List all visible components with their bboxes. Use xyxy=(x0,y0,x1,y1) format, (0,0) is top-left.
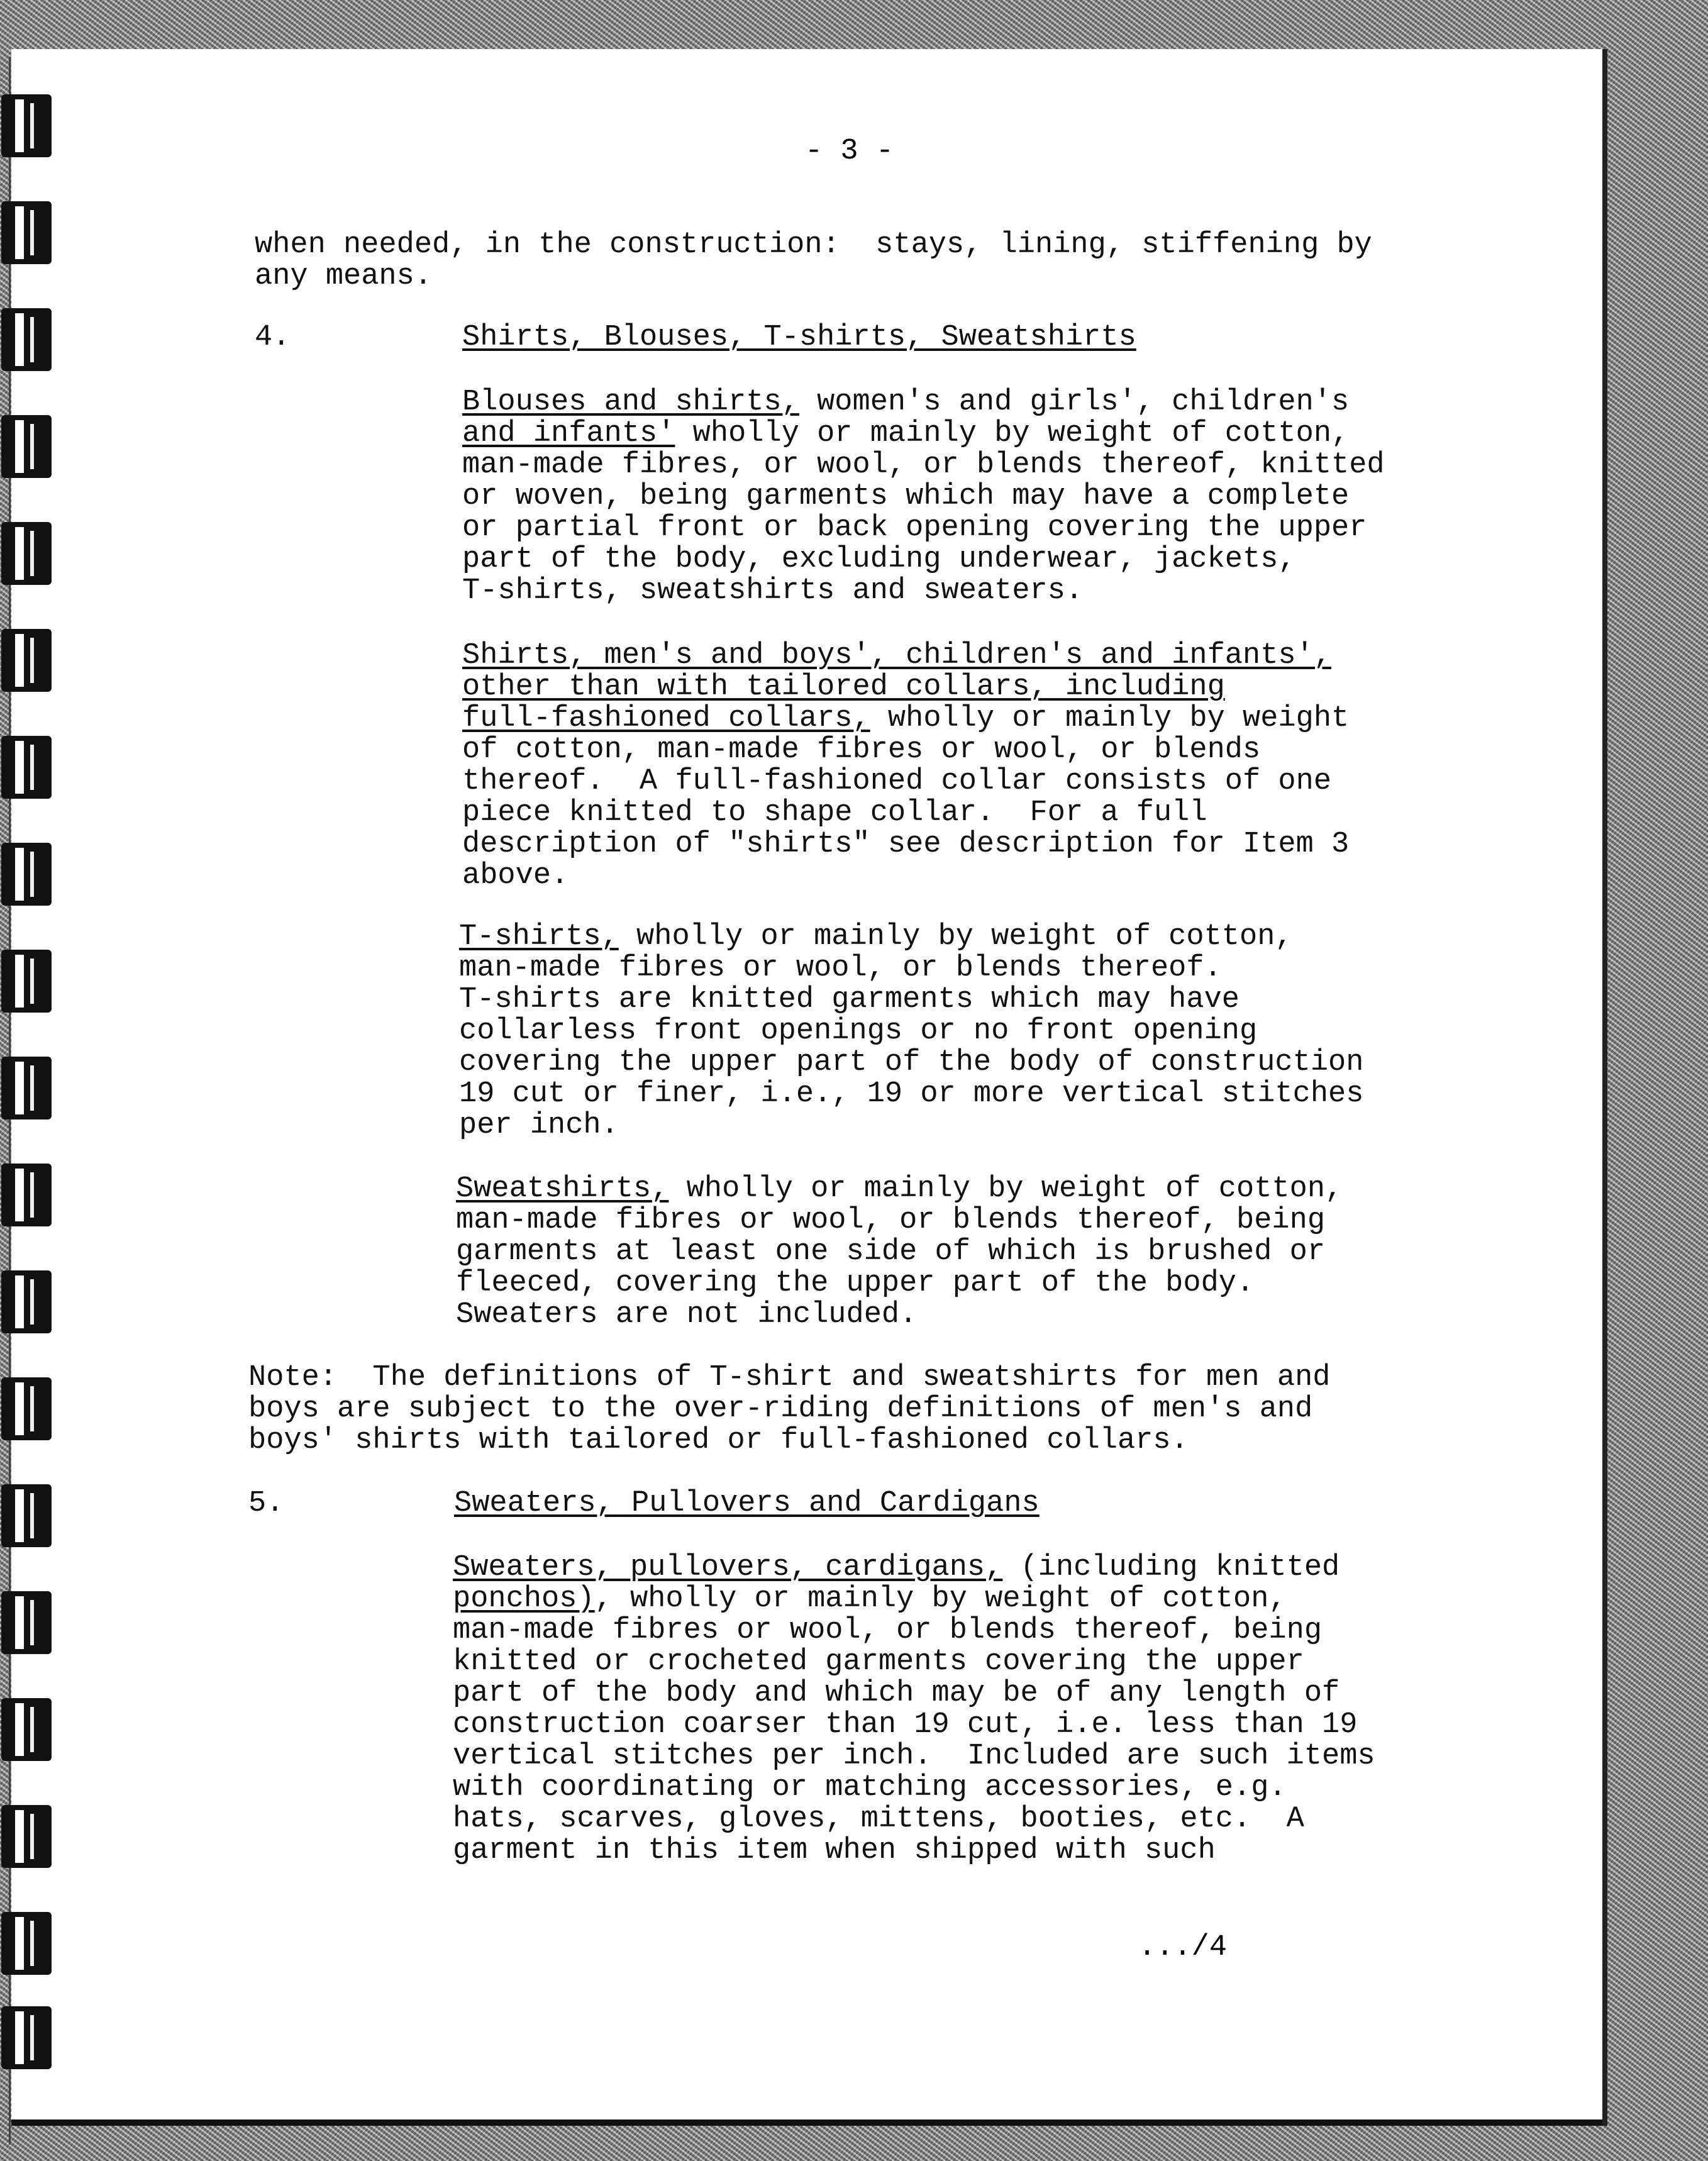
term-shirts-men: full-fashioned collars, xyxy=(462,702,870,735)
para-text: (including knitted xyxy=(1002,1551,1340,1584)
para-text: description of "shirts" see description for Item 3 xyxy=(462,828,1350,861)
continuation-marker: .../4 xyxy=(1138,1931,1228,1964)
para-text: man-made fibres, or wool, or blends thereof, knitted xyxy=(462,448,1385,482)
spiral-binding xyxy=(0,0,63,2161)
item-4-para-blouses xyxy=(462,387,1385,607)
para-text: man-made fibres or wool, or blends thereof, being xyxy=(453,1614,1323,1647)
para-text: , wholly or mainly by weight of cotton, xyxy=(594,1582,1287,1616)
intro-line: any means. xyxy=(255,260,433,293)
binding-ring xyxy=(1,629,52,692)
note-paragraph xyxy=(248,1362,1330,1457)
para-text: T-shirts, sweatshirts and sweaters. xyxy=(462,574,1084,608)
binding-ring xyxy=(1,1591,52,1654)
binding-ring xyxy=(1,736,52,799)
para-text: 19 cut or finer, i.e., 19 or more vertical stitches xyxy=(459,1077,1364,1111)
term-ponchos: ponchos) xyxy=(453,1582,595,1616)
para-text: man-made fibres or wool, or blends thereof. xyxy=(459,952,1222,985)
binding-ring xyxy=(1,950,52,1013)
para-text: vertical stitches per inch. Included are such items xyxy=(453,1740,1375,1773)
binding-ring xyxy=(1,522,52,585)
para-text: construction coarser than 19 cut, i.e. less than 19 xyxy=(453,1708,1358,1742)
binding-ring xyxy=(1,1270,52,1333)
para-text: collarless front openings or no front opening xyxy=(459,1014,1258,1048)
note-line: boys' shirts with tailored or full-fashioned collars. xyxy=(248,1424,1189,1457)
para-text: wholly or mainly by weight xyxy=(870,702,1350,735)
term-sweaters: Sweaters, pullovers, cardigans, xyxy=(453,1551,1003,1584)
para-text: covering the upper part of the body of construction xyxy=(459,1046,1364,1079)
para-text: knitted or crocheted garments covering the upper xyxy=(453,1645,1304,1679)
item-4-heading: Shirts, Blouses, T-shirts, Sweatshirts xyxy=(462,321,1136,354)
term-sweatshirts: Sweatshirts, xyxy=(456,1172,669,1206)
binding-ring xyxy=(1,843,52,906)
para-text: or partial front or back opening covering the upper xyxy=(462,511,1367,545)
para-text: per inch. xyxy=(459,1109,619,1142)
para-text: hats, scarves, gloves, mittens, booties, etc. A xyxy=(453,1803,1304,1836)
binding-ring xyxy=(1,201,52,264)
binding-ring xyxy=(1,1377,52,1440)
para-text: part of the body and which may be of any length of xyxy=(453,1677,1340,1710)
binding-ring xyxy=(1,415,52,478)
para-text: piece knitted to shape collar. For a full xyxy=(462,796,1207,830)
para-text: Sweaters are not included. xyxy=(456,1298,918,1331)
note-line: Note: The definitions of T-shirt and sweatshirts for men and xyxy=(248,1361,1331,1394)
term-tshirts: T-shirts, xyxy=(459,920,619,953)
binding-ring xyxy=(1,308,52,371)
para-text: women's and girls', children's xyxy=(799,386,1350,419)
item-4-para-sweatshirts xyxy=(456,1174,1343,1331)
binding-ring xyxy=(1,1912,52,1975)
binding-ring xyxy=(1,1057,52,1119)
para-text: thereof. A full-fashioned collar consists of one xyxy=(462,765,1332,798)
para-text: fleeced, covering the upper part of the body. xyxy=(456,1267,1255,1300)
para-text: wholly or mainly by weight of cotton, xyxy=(618,920,1293,953)
para-text: T-shirts are knitted garments which may have xyxy=(459,983,1240,1016)
item-5-number: 5. xyxy=(248,1487,284,1520)
page-number: - 3 - xyxy=(805,135,894,168)
para-text: garment in this item when shipped with such xyxy=(453,1834,1216,1867)
item-4-number: 4. xyxy=(255,321,291,354)
binding-ring xyxy=(1,2006,52,2069)
intro-paragraph xyxy=(255,230,1372,292)
para-text: of cotton, man-made fibres or wool, or blends xyxy=(462,733,1261,767)
para-text: or woven, being garments which may have a complete xyxy=(462,480,1350,513)
para-text: wholly or mainly by weight of cotton, xyxy=(668,1172,1343,1206)
binding-ring xyxy=(1,94,52,157)
item-4-para-shirts xyxy=(462,640,1349,892)
para-text: above. xyxy=(462,859,569,892)
para-text: garments at least one side of which is brushed or xyxy=(456,1235,1326,1269)
term-shirts-men: other than with tailored collars, including xyxy=(462,670,1225,704)
term-and-infants: and infants' xyxy=(462,417,675,450)
para-text: part of the body, excluding underwear, jackets, xyxy=(462,543,1296,576)
binding-ring xyxy=(1,1805,52,1868)
term-blouses-shirts: Blouses and shirts, xyxy=(462,386,799,419)
note-line: boys are subject to the over-riding definitions of men's and xyxy=(248,1392,1313,1426)
item-5-heading: Sweaters, Pullovers and Cardigans xyxy=(454,1487,1040,1520)
term-shirts-men: Shirts, men's and boys', children's and infants', xyxy=(462,639,1332,672)
item-4-para-tshirts xyxy=(459,921,1363,1142)
item-5-para-sweaters xyxy=(453,1552,1375,1867)
binding-ring xyxy=(1,1698,52,1761)
binding-ring xyxy=(1,1164,52,1226)
para-text: wholly or mainly by weight of cotton, xyxy=(675,417,1350,450)
para-text: man-made fibres or wool, or blends thereof, being xyxy=(456,1204,1326,1237)
binding-ring xyxy=(1,1484,52,1547)
intro-line: when needed, in the construction: stays, lining, stiffening by xyxy=(255,228,1372,262)
para-text: with coordinating or matching accessories, e.g. xyxy=(453,1771,1287,1804)
